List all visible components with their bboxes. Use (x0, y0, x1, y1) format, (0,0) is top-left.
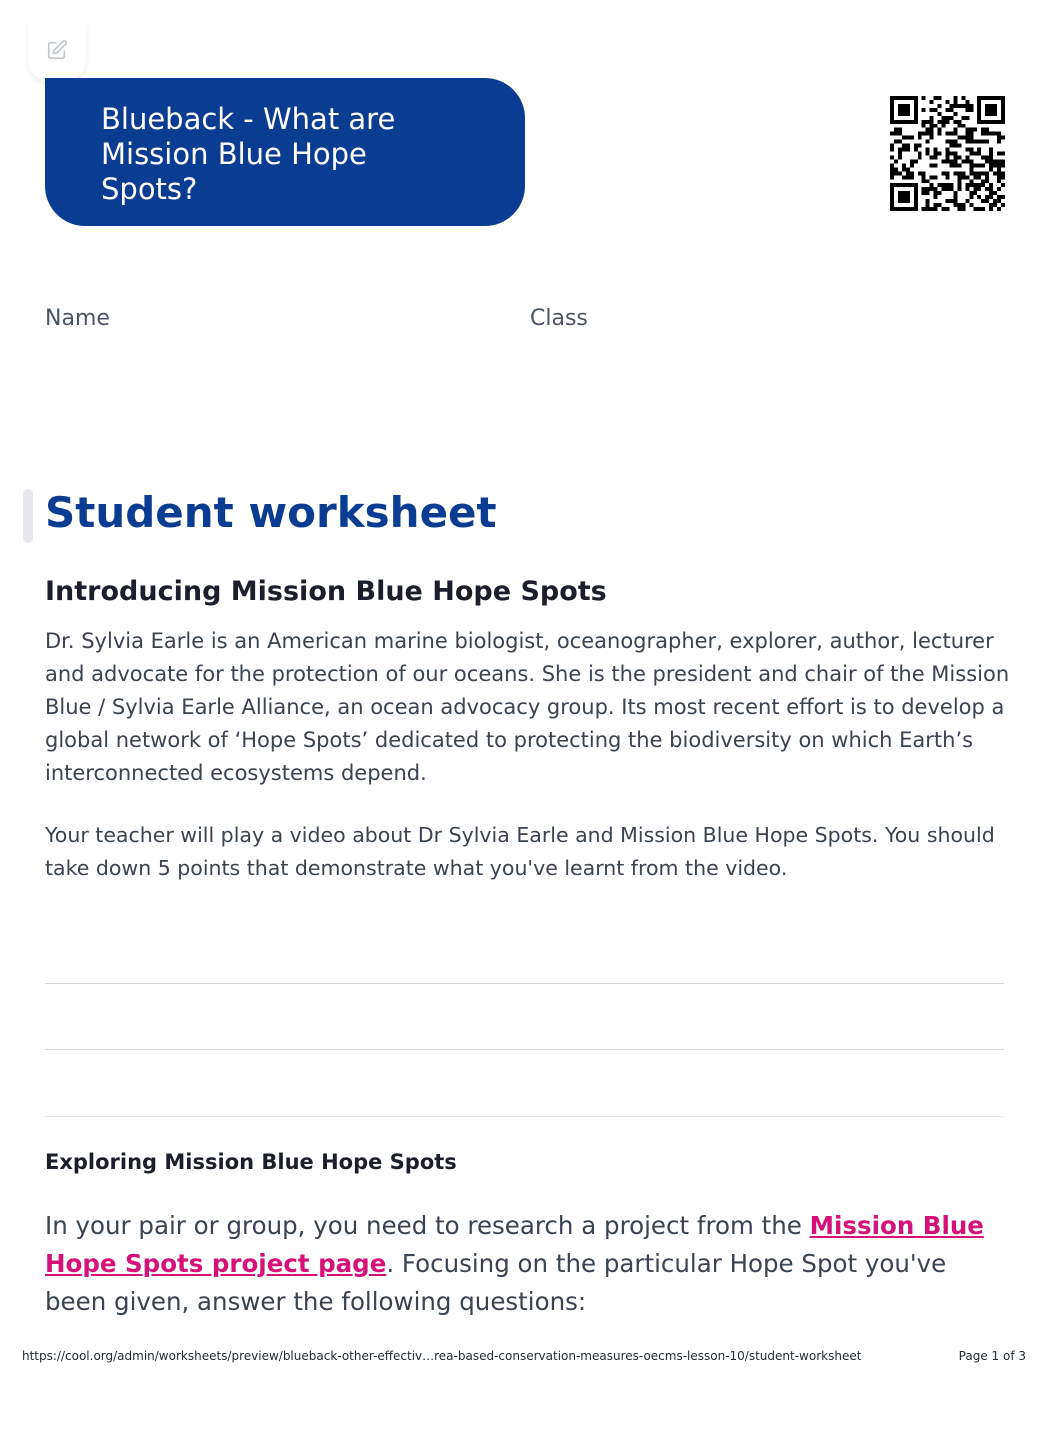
class-field-label: Class (530, 306, 588, 331)
section-divider (45, 1116, 1004, 1117)
section-heading-exploring: Exploring Mission Blue Hope Spots (45, 1150, 457, 1174)
qr-code-icon (890, 96, 1005, 211)
research-text-start: In your pair or group, you need to research a project from the (45, 1211, 810, 1240)
edit-button[interactable] (28, 22, 86, 82)
research-instructions (45, 1207, 1010, 1321)
research-text-end: . Focusing on the particular Hope Spot you've been given, answer the following questions: (45, 1249, 947, 1316)
section-marker (23, 489, 33, 543)
section-heading-introducing: Introducing Mission Blue Hope Spots (45, 576, 607, 607)
page-title: Student worksheet (45, 488, 497, 537)
hope-spots-project-link[interactable]: Mission Blue Hope Spots project page (45, 1211, 984, 1278)
footer-url: https://cool.org/admin/worksheets/preview/blueback-other-effectiv…rea-based-conservation-measures-oecms-lesson-10/student-worksheet (22, 1349, 862, 1363)
answer-line-2[interactable] (45, 1049, 1004, 1050)
name-field-label: Name (45, 306, 110, 331)
answer-line-1[interactable] (45, 983, 1004, 984)
instructions-paragraph: Your teacher will play a video about Dr Sylvia Earle and Mission Blue Hope Spots. You should take down 5 points that demonstrate what you've learnt from the video. (45, 823, 995, 880)
intro-paragraph: Dr. Sylvia Earle is an American marine biologist, oceanographer, explorer, author, lecturer and advocate for the protection of our oceans. She is the president and chair of the Mission Blue / Sylvia Earle Alliance, an ocean advocacy group. Its most recent effort is to develop a global network of ‘Hope Spots’ dedicated to protecting the biodiversity on which Earth’s interconnected ecosystems depend. (45, 629, 1010, 785)
page-indicator: Page 1 of 3 (958, 1349, 1026, 1363)
header-banner (45, 78, 525, 226)
worksheet-title: Blueback - What are Mission Blue Hope Spots? (101, 102, 396, 206)
edit-icon (46, 39, 68, 65)
